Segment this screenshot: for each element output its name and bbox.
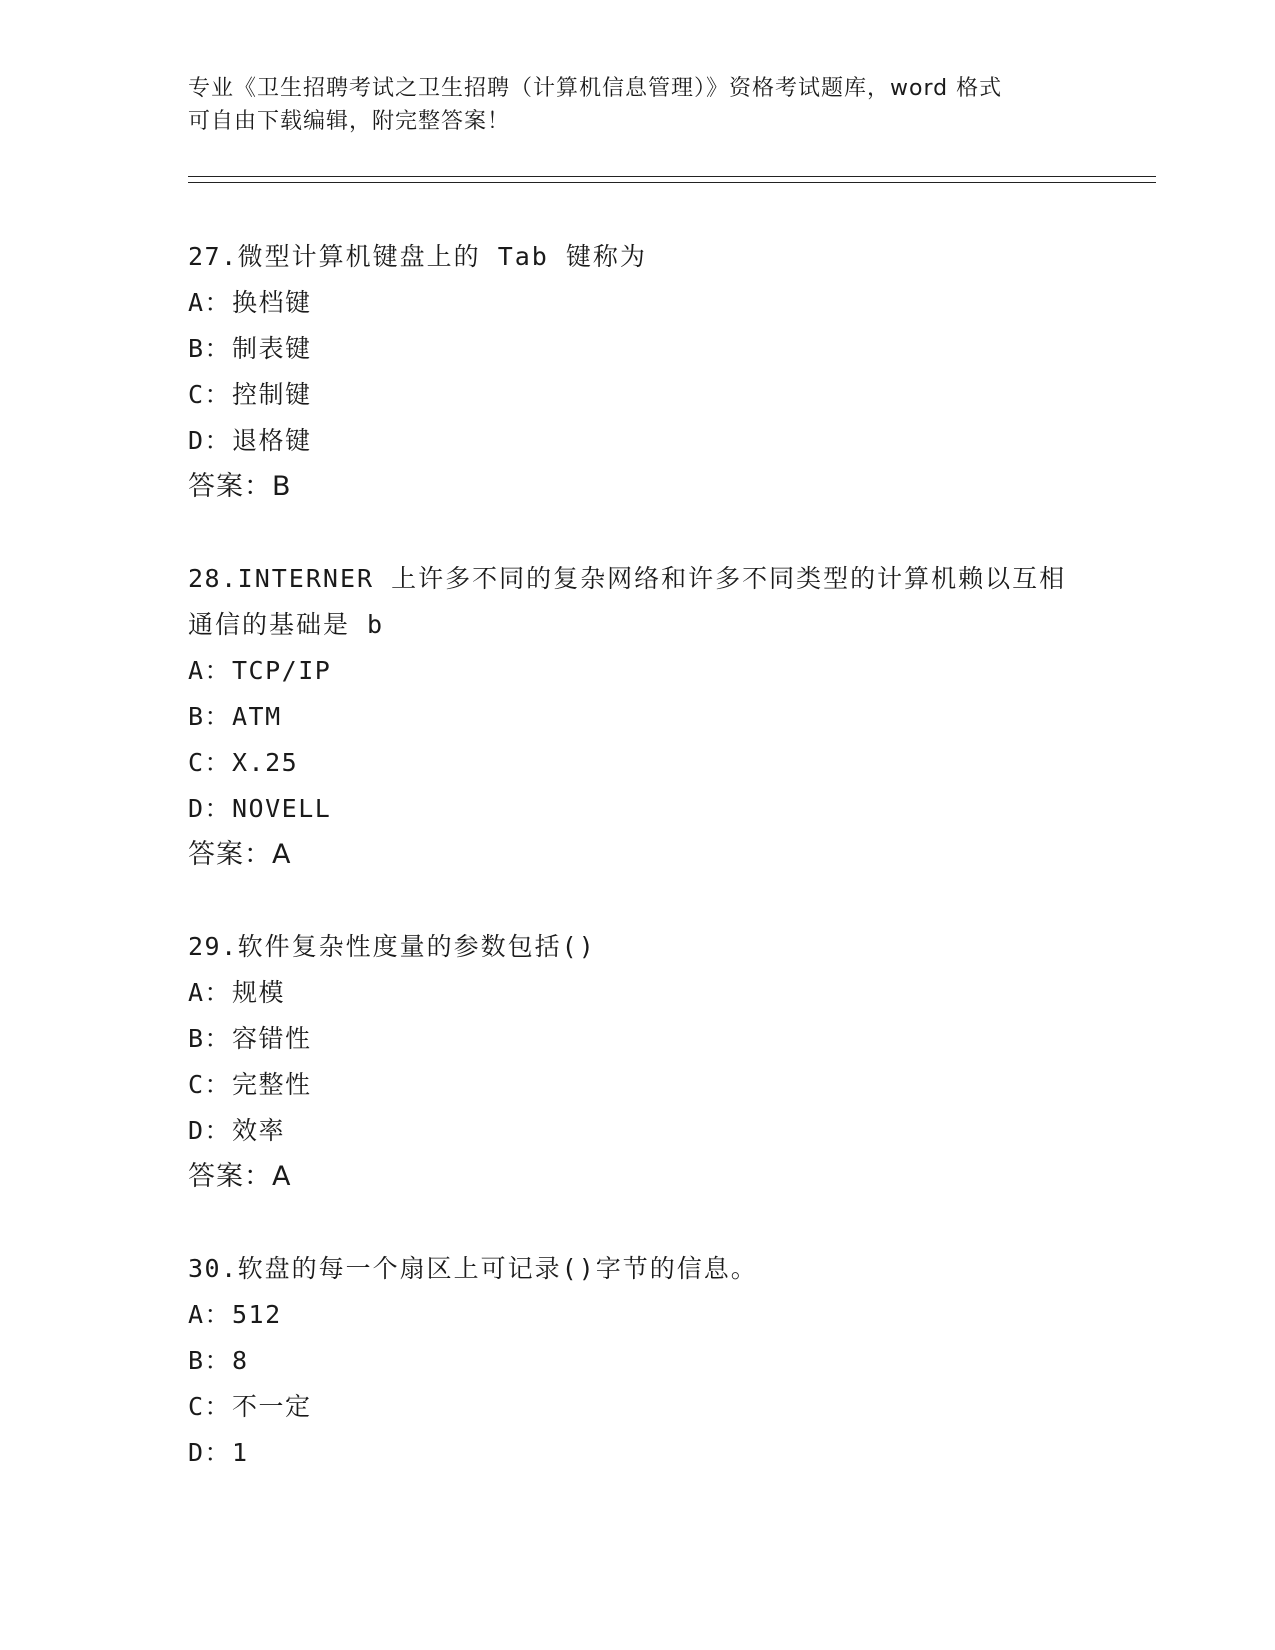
option-key: D： xyxy=(188,1116,232,1145)
document-header xyxy=(188,72,1088,138)
option-text: 换档键 xyxy=(232,288,312,317)
question-stem xyxy=(188,234,1148,280)
question-stem xyxy=(188,1246,1148,1292)
option-d xyxy=(188,786,1148,832)
header-line-2: 可自由下载编辑，附完整答案！ xyxy=(188,109,511,134)
option-text: ATM xyxy=(232,702,282,731)
option-key: C： xyxy=(188,1070,232,1099)
option-a xyxy=(188,970,1148,1016)
option-key: A： xyxy=(188,288,232,317)
option-key: C： xyxy=(188,748,232,777)
option-c xyxy=(188,372,1148,418)
question-30 xyxy=(188,1246,1148,1476)
option-a xyxy=(188,648,1148,694)
header-line-1: 专业《卫生招聘考试之卫生招聘（计算机信息管理）》资格考试题库，word 格式 xyxy=(188,76,1003,101)
option-text: 退格键 xyxy=(232,426,312,455)
option-text: 制表键 xyxy=(232,334,312,363)
question-stem xyxy=(188,924,1148,970)
question-number: 27. xyxy=(188,242,238,271)
question-list xyxy=(188,234,1148,1522)
question-stem-continued xyxy=(188,602,1148,648)
header-divider-bottom xyxy=(188,182,1156,183)
option-key: B： xyxy=(188,334,232,363)
option-b xyxy=(188,1016,1148,1062)
question-text: 通信的基础是 b xyxy=(188,610,385,639)
question-text: 软件复杂性度量的参数包括() xyxy=(237,932,596,961)
answer-line: 答案：B xyxy=(188,471,292,502)
option-text: 效率 xyxy=(232,1116,286,1145)
question-text: 微型计算机键盘上的 Tab 键称为 xyxy=(237,242,647,271)
option-key: D： xyxy=(188,1438,232,1467)
option-key: B： xyxy=(188,1024,232,1053)
option-key: A： xyxy=(188,978,232,1007)
question-text: 软盘的每一个扇区上可记录()字节的信息。 xyxy=(237,1254,758,1283)
option-d xyxy=(188,418,1148,464)
option-key: A： xyxy=(188,1300,232,1329)
option-text: X.25 xyxy=(232,748,299,777)
option-text: 控制键 xyxy=(232,380,312,409)
option-a xyxy=(188,280,1148,326)
question-27 xyxy=(188,234,1148,510)
option-text: 容错性 xyxy=(232,1024,312,1053)
option-text: 规模 xyxy=(232,978,286,1007)
option-key: D： xyxy=(188,426,232,455)
option-key: B： xyxy=(188,1346,232,1375)
question-text: INTERNER 上许多不同的复杂网络和许多不同类型的计算机赖以互相 xyxy=(237,564,1067,593)
option-a xyxy=(188,1292,1148,1338)
option-key: B： xyxy=(188,702,232,731)
option-b xyxy=(188,694,1148,740)
option-c xyxy=(188,1062,1148,1108)
option-key: C： xyxy=(188,380,232,409)
option-text: 完整性 xyxy=(232,1070,312,1099)
option-text: 8 xyxy=(232,1346,249,1375)
question-29 xyxy=(188,924,1148,1200)
option-text: 1 xyxy=(232,1438,249,1467)
option-b xyxy=(188,1338,1148,1384)
option-d xyxy=(188,1430,1148,1476)
option-text: 512 xyxy=(232,1300,282,1329)
option-key: A： xyxy=(188,656,232,685)
option-key: C： xyxy=(188,1392,232,1421)
option-b xyxy=(188,326,1148,372)
option-c xyxy=(188,1384,1148,1430)
question-number: 30. xyxy=(188,1254,238,1283)
option-text: 不一定 xyxy=(232,1392,312,1421)
answer-line: 答案：A xyxy=(188,839,292,870)
question-number: 28. xyxy=(188,564,238,593)
question-28 xyxy=(188,556,1148,878)
option-d xyxy=(188,1108,1148,1154)
option-key: D： xyxy=(188,794,232,823)
option-text: TCP/IP xyxy=(232,656,332,685)
header-divider-top xyxy=(188,176,1156,177)
option-text: NOVELL xyxy=(232,794,332,823)
question-stem xyxy=(188,556,1148,602)
question-number: 29. xyxy=(188,932,238,961)
option-c xyxy=(188,740,1148,786)
answer-line: 答案：A xyxy=(188,1161,292,1192)
